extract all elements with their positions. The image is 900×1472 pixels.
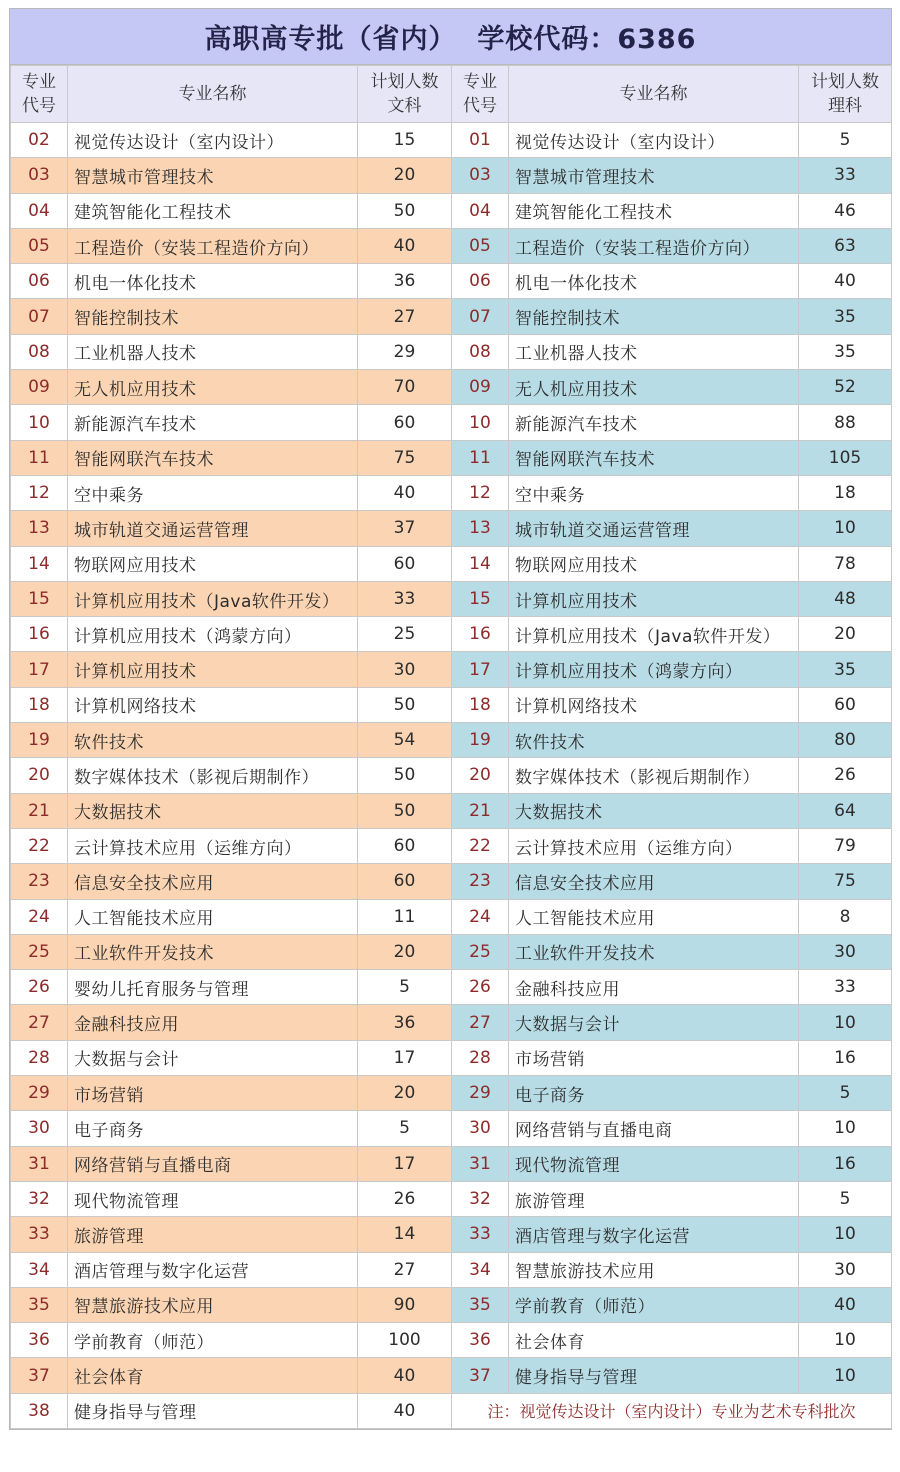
science-major-name: 智能网联汽车技术: [509, 440, 799, 475]
table-row: [11, 1252, 892, 1287]
arts-major-name: 新能源汽车技术: [68, 405, 358, 440]
science-plan-count: 105: [799, 440, 892, 475]
science-major-code: 37: [452, 1358, 509, 1393]
science-major-name: 软件技术: [509, 723, 799, 758]
science-major-code: 34: [452, 1252, 509, 1287]
science-major-code: 28: [452, 1040, 509, 1075]
science-plan-count: 64: [799, 793, 892, 828]
arts-major-name: 大数据技术: [68, 793, 358, 828]
science-plan-count: 5: [799, 1076, 892, 1111]
arts-plan-count: 75: [358, 440, 452, 475]
table-row: [11, 1217, 892, 1252]
table-row: [11, 934, 892, 969]
arts-plan-count: 5: [358, 970, 452, 1005]
science-major-name: 城市轨道交通运营管理: [509, 511, 799, 546]
arts-major-code: 29: [11, 1076, 68, 1111]
science-major-name: 市场营销: [509, 1040, 799, 1075]
arts-plan-count: 50: [358, 687, 452, 722]
science-major-name: 工程造价（安装工程造价方向）: [509, 228, 799, 263]
science-major-code: 11: [452, 440, 509, 475]
table-row: [11, 193, 892, 228]
science-major-code: 01: [452, 123, 509, 158]
arts-major-code: 25: [11, 934, 68, 969]
arts-major-code: 26: [11, 970, 68, 1005]
arts-major-name: 云计算技术应用（运维方向）: [68, 828, 358, 863]
arts-plan-count: 50: [358, 793, 452, 828]
header-plan-arts: 计划人数 文科: [358, 66, 452, 123]
arts-major-name: 建筑智能化工程技术: [68, 193, 358, 228]
arts-major-code: 19: [11, 723, 68, 758]
science-plan-count: 30: [799, 1252, 892, 1287]
science-major-code: 36: [452, 1323, 509, 1358]
arts-major-code: 15: [11, 581, 68, 616]
arts-plan-count: 30: [358, 652, 452, 687]
arts-plan-count: 20: [358, 1076, 452, 1111]
arts-major-code: 30: [11, 1111, 68, 1146]
arts-plan-count: 14: [358, 1217, 452, 1252]
science-plan-count: 75: [799, 864, 892, 899]
arts-plan-count: 27: [358, 299, 452, 334]
arts-plan-count: 40: [358, 1358, 452, 1393]
table-row: [11, 581, 892, 616]
science-major-name: 计算机应用技术: [509, 581, 799, 616]
arts-major-code: 32: [11, 1181, 68, 1216]
arts-plan-count: 60: [358, 828, 452, 863]
science-major-name: 大数据与会计: [509, 1005, 799, 1040]
science-plan-count: 33: [799, 970, 892, 1005]
science-plan-count: 60: [799, 687, 892, 722]
table-row: [11, 405, 892, 440]
science-major-code: 29: [452, 1076, 509, 1111]
arts-major-code: 34: [11, 1252, 68, 1287]
science-plan-count: 10: [799, 1005, 892, 1040]
table-row: [11, 1040, 892, 1075]
science-major-name: 网络营销与直播电商: [509, 1111, 799, 1146]
table-row: [11, 1076, 892, 1111]
arts-major-code: 16: [11, 617, 68, 652]
arts-major-code: 22: [11, 828, 68, 863]
arts-major-name: 婴幼儿托育服务与管理: [68, 970, 358, 1005]
science-plan-count: 10: [799, 1111, 892, 1146]
arts-major-code: 28: [11, 1040, 68, 1075]
science-plan-count: 10: [799, 1358, 892, 1393]
science-major-code: 19: [452, 723, 509, 758]
table-row: [11, 687, 892, 722]
science-plan-count: 18: [799, 475, 892, 510]
science-major-code: 16: [452, 617, 509, 652]
arts-major-name: 软件技术: [68, 723, 358, 758]
arts-plan-count: 15: [358, 123, 452, 158]
science-major-name: 视觉传达设计（室内设计）: [509, 123, 799, 158]
header-plan-science: 计划人数 理科: [799, 66, 892, 123]
arts-major-name: 人工智能技术应用: [68, 899, 358, 934]
arts-plan-count: 17: [358, 1040, 452, 1075]
arts-major-name: 城市轨道交通运营管理: [68, 511, 358, 546]
table-row: [11, 511, 892, 546]
header-code-right: 专业 代号: [452, 66, 509, 123]
arts-major-name: 大数据与会计: [68, 1040, 358, 1075]
science-major-name: 人工智能技术应用: [509, 899, 799, 934]
arts-plan-count: 17: [358, 1146, 452, 1181]
arts-plan-count: 60: [358, 546, 452, 581]
arts-major-name: 物联网应用技术: [68, 546, 358, 581]
science-major-name: 建筑智能化工程技术: [509, 193, 799, 228]
arts-major-code: 17: [11, 652, 68, 687]
arts-major-code: 31: [11, 1146, 68, 1181]
arts-major-code: 13: [11, 511, 68, 546]
arts-major-code: 04: [11, 193, 68, 228]
science-major-name: 健身指导与管理: [509, 1358, 799, 1393]
arts-plan-count: 36: [358, 1005, 452, 1040]
arts-major-name: 智慧旅游技术应用: [68, 1287, 358, 1322]
arts-major-name: 机电一体化技术: [68, 264, 358, 299]
enrollment-plan-sheet: [9, 8, 892, 1430]
table-row: [11, 758, 892, 793]
arts-major-code: 27: [11, 1005, 68, 1040]
arts-major-name: 市场营销: [68, 1076, 358, 1111]
science-major-name: 计算机应用技术（Java软件开发）: [509, 617, 799, 652]
arts-major-name: 现代物流管理: [68, 1181, 358, 1216]
arts-major-name: 旅游管理: [68, 1217, 358, 1252]
science-major-name: 智慧城市管理技术: [509, 158, 799, 193]
arts-major-name: 智慧城市管理技术: [68, 158, 358, 193]
table-row: [11, 1181, 892, 1216]
science-major-name: 机电一体化技术: [509, 264, 799, 299]
footnote: 注：视觉传达设计（室内设计）专业为艺术专科批次: [452, 1393, 892, 1428]
arts-major-code: 20: [11, 758, 68, 793]
table-row: [11, 299, 892, 334]
science-major-name: 数字媒体技术（影视后期制作）: [509, 758, 799, 793]
arts-major-code: 33: [11, 1217, 68, 1252]
header-name-right: 专业名称: [509, 66, 799, 123]
science-major-code: 08: [452, 334, 509, 369]
science-major-code: 15: [452, 581, 509, 616]
table-row: [11, 1323, 892, 1358]
science-major-code: 27: [452, 1005, 509, 1040]
arts-major-name: 信息安全技术应用: [68, 864, 358, 899]
science-major-code: 14: [452, 546, 509, 581]
arts-major-code: 08: [11, 334, 68, 369]
table-row: [11, 617, 892, 652]
science-plan-count: 10: [799, 1323, 892, 1358]
science-plan-count: 5: [799, 1181, 892, 1216]
arts-major-code: 03: [11, 158, 68, 193]
table-row: [11, 970, 892, 1005]
arts-plan-count: 100: [358, 1323, 452, 1358]
science-plan-count: 46: [799, 193, 892, 228]
science-plan-count: 5: [799, 123, 892, 158]
arts-major-code: 05: [11, 228, 68, 263]
table-row: [11, 370, 892, 405]
science-major-name: 无人机应用技术: [509, 370, 799, 405]
science-plan-count: 16: [799, 1146, 892, 1181]
arts-major-code: 21: [11, 793, 68, 828]
arts-plan-count: 26: [358, 1181, 452, 1216]
arts-major-code: 37: [11, 1358, 68, 1393]
science-plan-count: 33: [799, 158, 892, 193]
arts-major-code: 24: [11, 899, 68, 934]
science-plan-count: 20: [799, 617, 892, 652]
science-plan-count: 63: [799, 228, 892, 263]
science-major-code: 35: [452, 1287, 509, 1322]
science-major-name: 物联网应用技术: [509, 546, 799, 581]
science-major-code: 05: [452, 228, 509, 263]
science-major-code: 25: [452, 934, 509, 969]
arts-major-code: 09: [11, 370, 68, 405]
arts-plan-count: 40: [358, 228, 452, 263]
table-row: [11, 652, 892, 687]
arts-major-name: 工业软件开发技术: [68, 934, 358, 969]
science-plan-count: 40: [799, 1287, 892, 1322]
arts-major-code: 23: [11, 864, 68, 899]
science-major-name: 信息安全技术应用: [509, 864, 799, 899]
arts-major-name: 智能网联汽车技术: [68, 440, 358, 475]
table-row-last: [11, 1393, 892, 1428]
science-plan-count: 52: [799, 370, 892, 405]
science-major-code: 04: [452, 193, 509, 228]
science-major-name: 酒店管理与数字化运营: [509, 1217, 799, 1252]
table-header-row: [11, 66, 892, 123]
table-row: [11, 334, 892, 369]
science-major-code: 24: [452, 899, 509, 934]
table-row: [11, 1358, 892, 1393]
science-major-code: 17: [452, 652, 509, 687]
arts-plan-count: 11: [358, 899, 452, 934]
arts-plan-count: 27: [358, 1252, 452, 1287]
table-row: [11, 723, 892, 758]
table-row: [11, 864, 892, 899]
science-major-code: 20: [452, 758, 509, 793]
enrollment-table: [10, 65, 892, 1429]
arts-plan-count: 60: [358, 864, 452, 899]
table-row: [11, 546, 892, 581]
science-major-name: 工业软件开发技术: [509, 934, 799, 969]
table-row: [11, 1146, 892, 1181]
science-major-name: 现代物流管理: [509, 1146, 799, 1181]
science-plan-count: 10: [799, 1217, 892, 1252]
science-major-name: 云计算技术应用（运维方向）: [509, 828, 799, 863]
arts-plan-count: 40: [358, 475, 452, 510]
arts-major-code: 11: [11, 440, 68, 475]
science-major-name: 社会体育: [509, 1323, 799, 1358]
science-plan-count: 40: [799, 264, 892, 299]
science-major-code: 10: [452, 405, 509, 440]
arts-plan-count: 5: [358, 1111, 452, 1146]
table-row: [11, 1111, 892, 1146]
science-major-code: 03: [452, 158, 509, 193]
science-major-code: 09: [452, 370, 509, 405]
science-major-name: 旅游管理: [509, 1181, 799, 1216]
arts-major-name: 计算机网络技术: [68, 687, 358, 722]
table-row: [11, 440, 892, 475]
science-plan-count: 16: [799, 1040, 892, 1075]
arts-major-name: 视觉传达设计（室内设计）: [68, 123, 358, 158]
arts-major-code: 10: [11, 405, 68, 440]
science-major-name: 电子商务: [509, 1076, 799, 1111]
table-row: [11, 899, 892, 934]
arts-major-code: 12: [11, 475, 68, 510]
science-major-code: 31: [452, 1146, 509, 1181]
arts-major-code: 02: [11, 123, 68, 158]
science-major-code: 12: [452, 475, 509, 510]
science-plan-count: 35: [799, 299, 892, 334]
science-major-code: 33: [452, 1217, 509, 1252]
science-plan-count: 48: [799, 581, 892, 616]
arts-plan-count: 20: [358, 934, 452, 969]
arts-major-name: 工程造价（安装工程造价方向）: [68, 228, 358, 263]
table-row: [11, 1005, 892, 1040]
arts-major-name: 健身指导与管理: [68, 1393, 358, 1428]
science-major-code: 32: [452, 1181, 509, 1216]
arts-plan-count: 50: [358, 758, 452, 793]
science-major-name: 学前教育（师范）: [509, 1287, 799, 1322]
science-plan-count: 88: [799, 405, 892, 440]
arts-plan-count: 50: [358, 193, 452, 228]
science-major-code: 07: [452, 299, 509, 334]
arts-major-name: 计算机应用技术（Java软件开发）: [68, 581, 358, 616]
science-major-name: 计算机应用技术（鸿蒙方向）: [509, 652, 799, 687]
science-major-code: 21: [452, 793, 509, 828]
arts-plan-count: 60: [358, 405, 452, 440]
arts-major-name: 网络营销与直播电商: [68, 1146, 358, 1181]
science-major-name: 空中乘务: [509, 475, 799, 510]
science-major-code: 18: [452, 687, 509, 722]
science-major-name: 智能控制技术: [509, 299, 799, 334]
science-major-name: 计算机网络技术: [509, 687, 799, 722]
arts-major-code: 07: [11, 299, 68, 334]
arts-plan-count: 37: [358, 511, 452, 546]
table-row: [11, 228, 892, 263]
science-major-name: 工业机器人技术: [509, 334, 799, 369]
science-plan-count: 8: [799, 899, 892, 934]
arts-plan-count: 20: [358, 158, 452, 193]
science-major-code: 06: [452, 264, 509, 299]
arts-plan-count: 29: [358, 334, 452, 369]
arts-major-name: 空中乘务: [68, 475, 358, 510]
science-major-name: 新能源汽车技术: [509, 405, 799, 440]
arts-major-code: 36: [11, 1323, 68, 1358]
table-row: [11, 475, 892, 510]
arts-major-name: 计算机应用技术: [68, 652, 358, 687]
science-plan-count: 80: [799, 723, 892, 758]
header-name-left: 专业名称: [68, 66, 358, 123]
page-title: 高职高专批（省内） 学校代码：6386: [10, 9, 891, 65]
arts-plan-count: 40: [358, 1393, 452, 1428]
arts-major-name: 智能控制技术: [68, 299, 358, 334]
table-row: [11, 828, 892, 863]
table-row: [11, 1287, 892, 1322]
arts-plan-count: 33: [358, 581, 452, 616]
science-plan-count: 35: [799, 652, 892, 687]
science-plan-count: 79: [799, 828, 892, 863]
arts-major-name: 酒店管理与数字化运营: [68, 1252, 358, 1287]
header-code-left: 专业 代号: [11, 66, 68, 123]
arts-plan-count: 70: [358, 370, 452, 405]
science-major-code: 26: [452, 970, 509, 1005]
science-plan-count: 35: [799, 334, 892, 369]
table-row: [11, 793, 892, 828]
science-plan-count: 10: [799, 511, 892, 546]
arts-major-name: 工业机器人技术: [68, 334, 358, 369]
table-row: [11, 158, 892, 193]
arts-major-name: 学前教育（师范）: [68, 1323, 358, 1358]
table-row: [11, 123, 892, 158]
arts-major-name: 社会体育: [68, 1358, 358, 1393]
science-major-code: 22: [452, 828, 509, 863]
science-plan-count: 30: [799, 934, 892, 969]
arts-major-name: 计算机应用技术（鸿蒙方向）: [68, 617, 358, 652]
science-major-code: 23: [452, 864, 509, 899]
arts-major-code: 35: [11, 1287, 68, 1322]
arts-major-code: 38: [11, 1393, 68, 1428]
arts-plan-count: 25: [358, 617, 452, 652]
arts-major-name: 电子商务: [68, 1111, 358, 1146]
table-body: [11, 123, 892, 1429]
arts-plan-count: 36: [358, 264, 452, 299]
arts-major-code: 18: [11, 687, 68, 722]
arts-major-name: 金融科技应用: [68, 1005, 358, 1040]
science-major-name: 金融科技应用: [509, 970, 799, 1005]
arts-major-code: 06: [11, 264, 68, 299]
arts-plan-count: 90: [358, 1287, 452, 1322]
science-major-name: 大数据技术: [509, 793, 799, 828]
table-row: [11, 264, 892, 299]
science-plan-count: 78: [799, 546, 892, 581]
arts-major-code: 14: [11, 546, 68, 581]
science-major-code: 13: [452, 511, 509, 546]
arts-major-name: 无人机应用技术: [68, 370, 358, 405]
arts-major-name: 数字媒体技术（影视后期制作）: [68, 758, 358, 793]
science-plan-count: 26: [799, 758, 892, 793]
arts-plan-count: 54: [358, 723, 452, 758]
science-major-name: 智慧旅游技术应用: [509, 1252, 799, 1287]
science-major-code: 30: [452, 1111, 509, 1146]
